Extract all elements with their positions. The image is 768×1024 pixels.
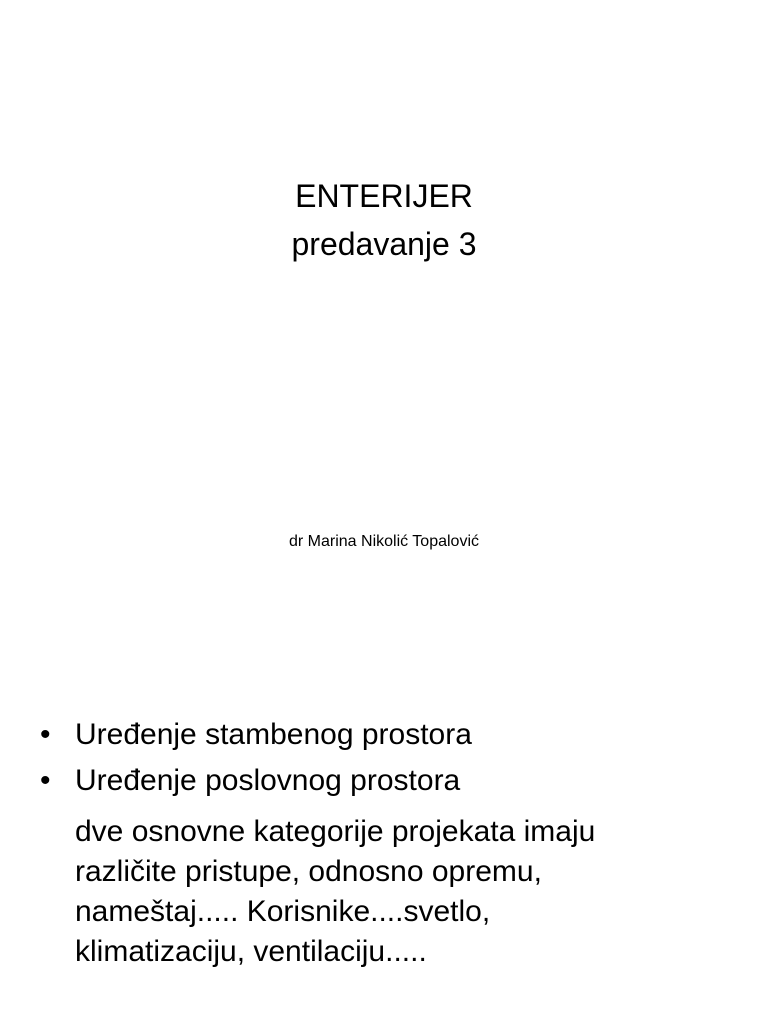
bullet-icon: • — [40, 718, 51, 751]
title-block — [0, 172, 768, 268]
list-item — [40, 715, 740, 755]
paragraph-line: klimatizaciju, ventilaciju..... — [75, 935, 427, 968]
body-paragraph — [75, 812, 715, 972]
paragraph-line: različite pristupe, odnosno opremu, — [75, 855, 542, 888]
bullet-icon: • — [40, 764, 51, 797]
list-item-text: Uređenje poslovnog prostora — [75, 764, 461, 797]
author-name: dr Marina Nikolić Topalović — [289, 533, 479, 550]
list-item-text: Uređenje stambenog prostora — [75, 718, 472, 751]
paragraph-line: nameštaj..... Korisnike....svetlo, — [75, 895, 491, 928]
main-title: ENTERIJER — [295, 178, 473, 214]
subtitle: predavanje 3 — [291, 226, 477, 262]
paragraph-line: dve osnovne kategorije projekata imaju — [75, 815, 596, 848]
bullet-list — [40, 715, 740, 807]
list-item — [40, 761, 740, 801]
